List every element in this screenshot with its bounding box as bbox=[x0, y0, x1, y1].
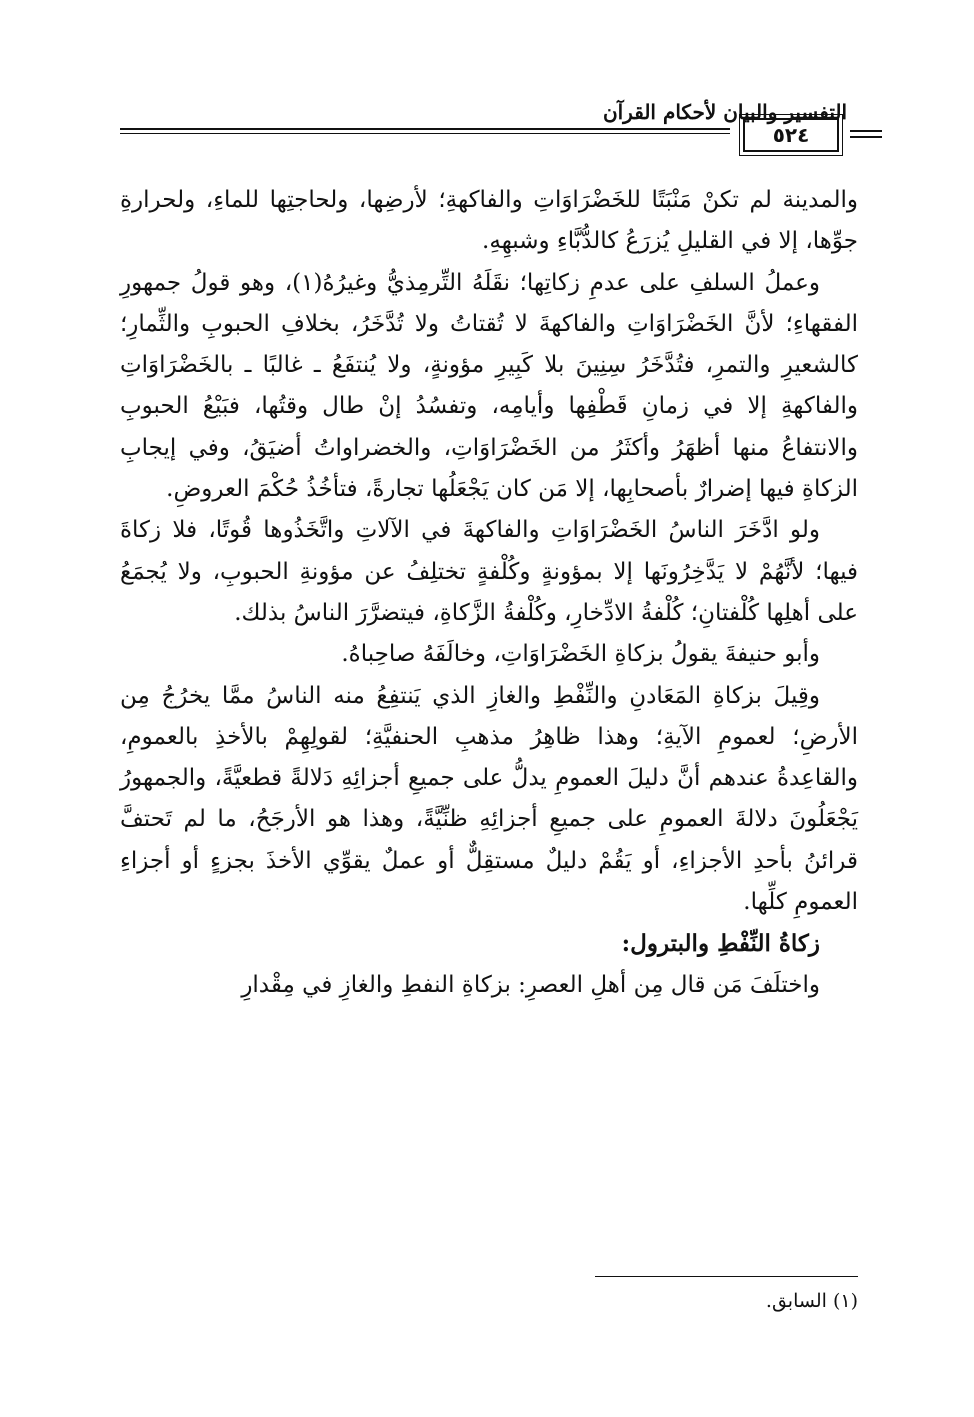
header-rule bbox=[120, 128, 730, 130]
paragraph: وعملُ السلفِ على عدمِ زكاتِها؛ نقَلَهُ التِّرمِذيُّ وغيرُهُ(١)، وهو قولُ جمهورِ الفقهاءِ؛ لأنَّ الخَضْرَاوَاتِ والفاكهةَ لا تُقتاتُ ولا تُدَّخَرُ، بخلافِ الحبوبِ والثِّمارِ؛ كالشعيرِ والتمرِ، فتُدَّخَرُ سِنِينَ بلا كَبِيرِ مؤونةٍ، ولا يُنتفَعُ ـ غالبًا ـ بالخَضْرَاوَاتِ والفاكهةِ إلا في زمانِ قَطْفِها وأيامِه، وتفسُدُ إنْ طال وقتُها، فبَيْعُ الحبوبِ والانتفاعُ منها أظهَرُ وأكثَرُ من الخَضْرَاوَاتِ، والخضراواتُ أضيَقُ، وفي إيجابِ الزكاةِ فيها إضرارٌ بأصحابِها، إلا مَن كان يَجْعَلُها تجارةً، فتأخُذُ حُكْمَ العروضِ. bbox=[120, 269, 858, 503]
header-dash bbox=[850, 136, 882, 138]
paragraph: وأبو حنيفةَ يقولُ بزكاةِ الخَضْرَاوَاتِ، وخالَفَهُ صاحِباهُ. bbox=[341, 641, 820, 668]
page-number: ٥٢٤ bbox=[743, 118, 839, 152]
paragraph: ولو ادَّخَرَ الناسُ الخَضْرَاوَاتِ والفاكهةَ في الآلاتِ واتَّخَذُوها قُوتًا، فلا زكاةَ فيها؛ لأنَّهُمْ لا يَدَّخِرُونَها إلا بمؤونةٍ وكُلْفةٍ تختلِفُ عن مؤونةِ الحبوبِ، ولا يُجمَعُ على أهلِها كُلْفتانِ؛ كُلْفةُ الادِّخارِ، وكُلْفةُ الزَّكاةِ، فيتضرَّرَ الناسُ بذلك. bbox=[120, 517, 858, 626]
main-text bbox=[120, 180, 858, 1006]
header-dash bbox=[850, 130, 882, 132]
paragraph: وقِيلَ بزكاةِ المَعَادنِ والنِّفْطِ والغازِ الذي يَنتفِعُ منه الناسُ ممَّا يخرُجُ مِن الأرضِ؛ لعمومِ الآيةِ؛ وهذا ظاهِرُ مذهبِ الحنفيَّةِ؛ لقولِهِمْ بالأخذِ بالعمومِ، والقاعِدةُ عندهم أنَّ دليلَ العمومِ يدلُّ على جميعِ أجزائِهِ دَلالةً قطعيَّةً، والجمهورُ يَجْعَلُونَ دلالةَ العمومِ على جميعِ أجزائِهِ ظنِّيَّةً، وهذا هو الأرجَحُ، ما لم تَحتفَّ قرائنُ بأحدِ الأجزاءِ، أو يَقُمْ دليلٌ مستقِلٌّ أو عملٌ يقوِّي الأخذَ بجزءٍ أو أجزاءِ العمومِ كلِّها. bbox=[120, 682, 858, 916]
header-rule-thin bbox=[120, 133, 730, 134]
section-heading: زكاةُ النِّفْطِ والبترول: bbox=[621, 930, 820, 958]
paragraph: والمدينة لم تكنْ مَنْبَتًا للخَضْرَاوَاتِ والفاكهةِ؛ لأرضِها، ولحاجتِها للماءِ، ولحرارةِ جوِّها، إلا في القليلِ يُزرَعُ كالدُّبَّاءِ وشبهِهِ. bbox=[120, 187, 858, 255]
footnote-separator bbox=[595, 1276, 858, 1277]
footnote: (١) السابق. bbox=[765, 1290, 858, 1312]
paragraph: واختلَفَ مَن قال مِن أهلِ العصرِ: بزكاةِ النفطِ والغازِ في مِقْدارِ bbox=[241, 971, 820, 998]
page-header bbox=[120, 100, 850, 156]
running-title: التفسير والبيان لأحكام القرآن bbox=[602, 100, 848, 124]
